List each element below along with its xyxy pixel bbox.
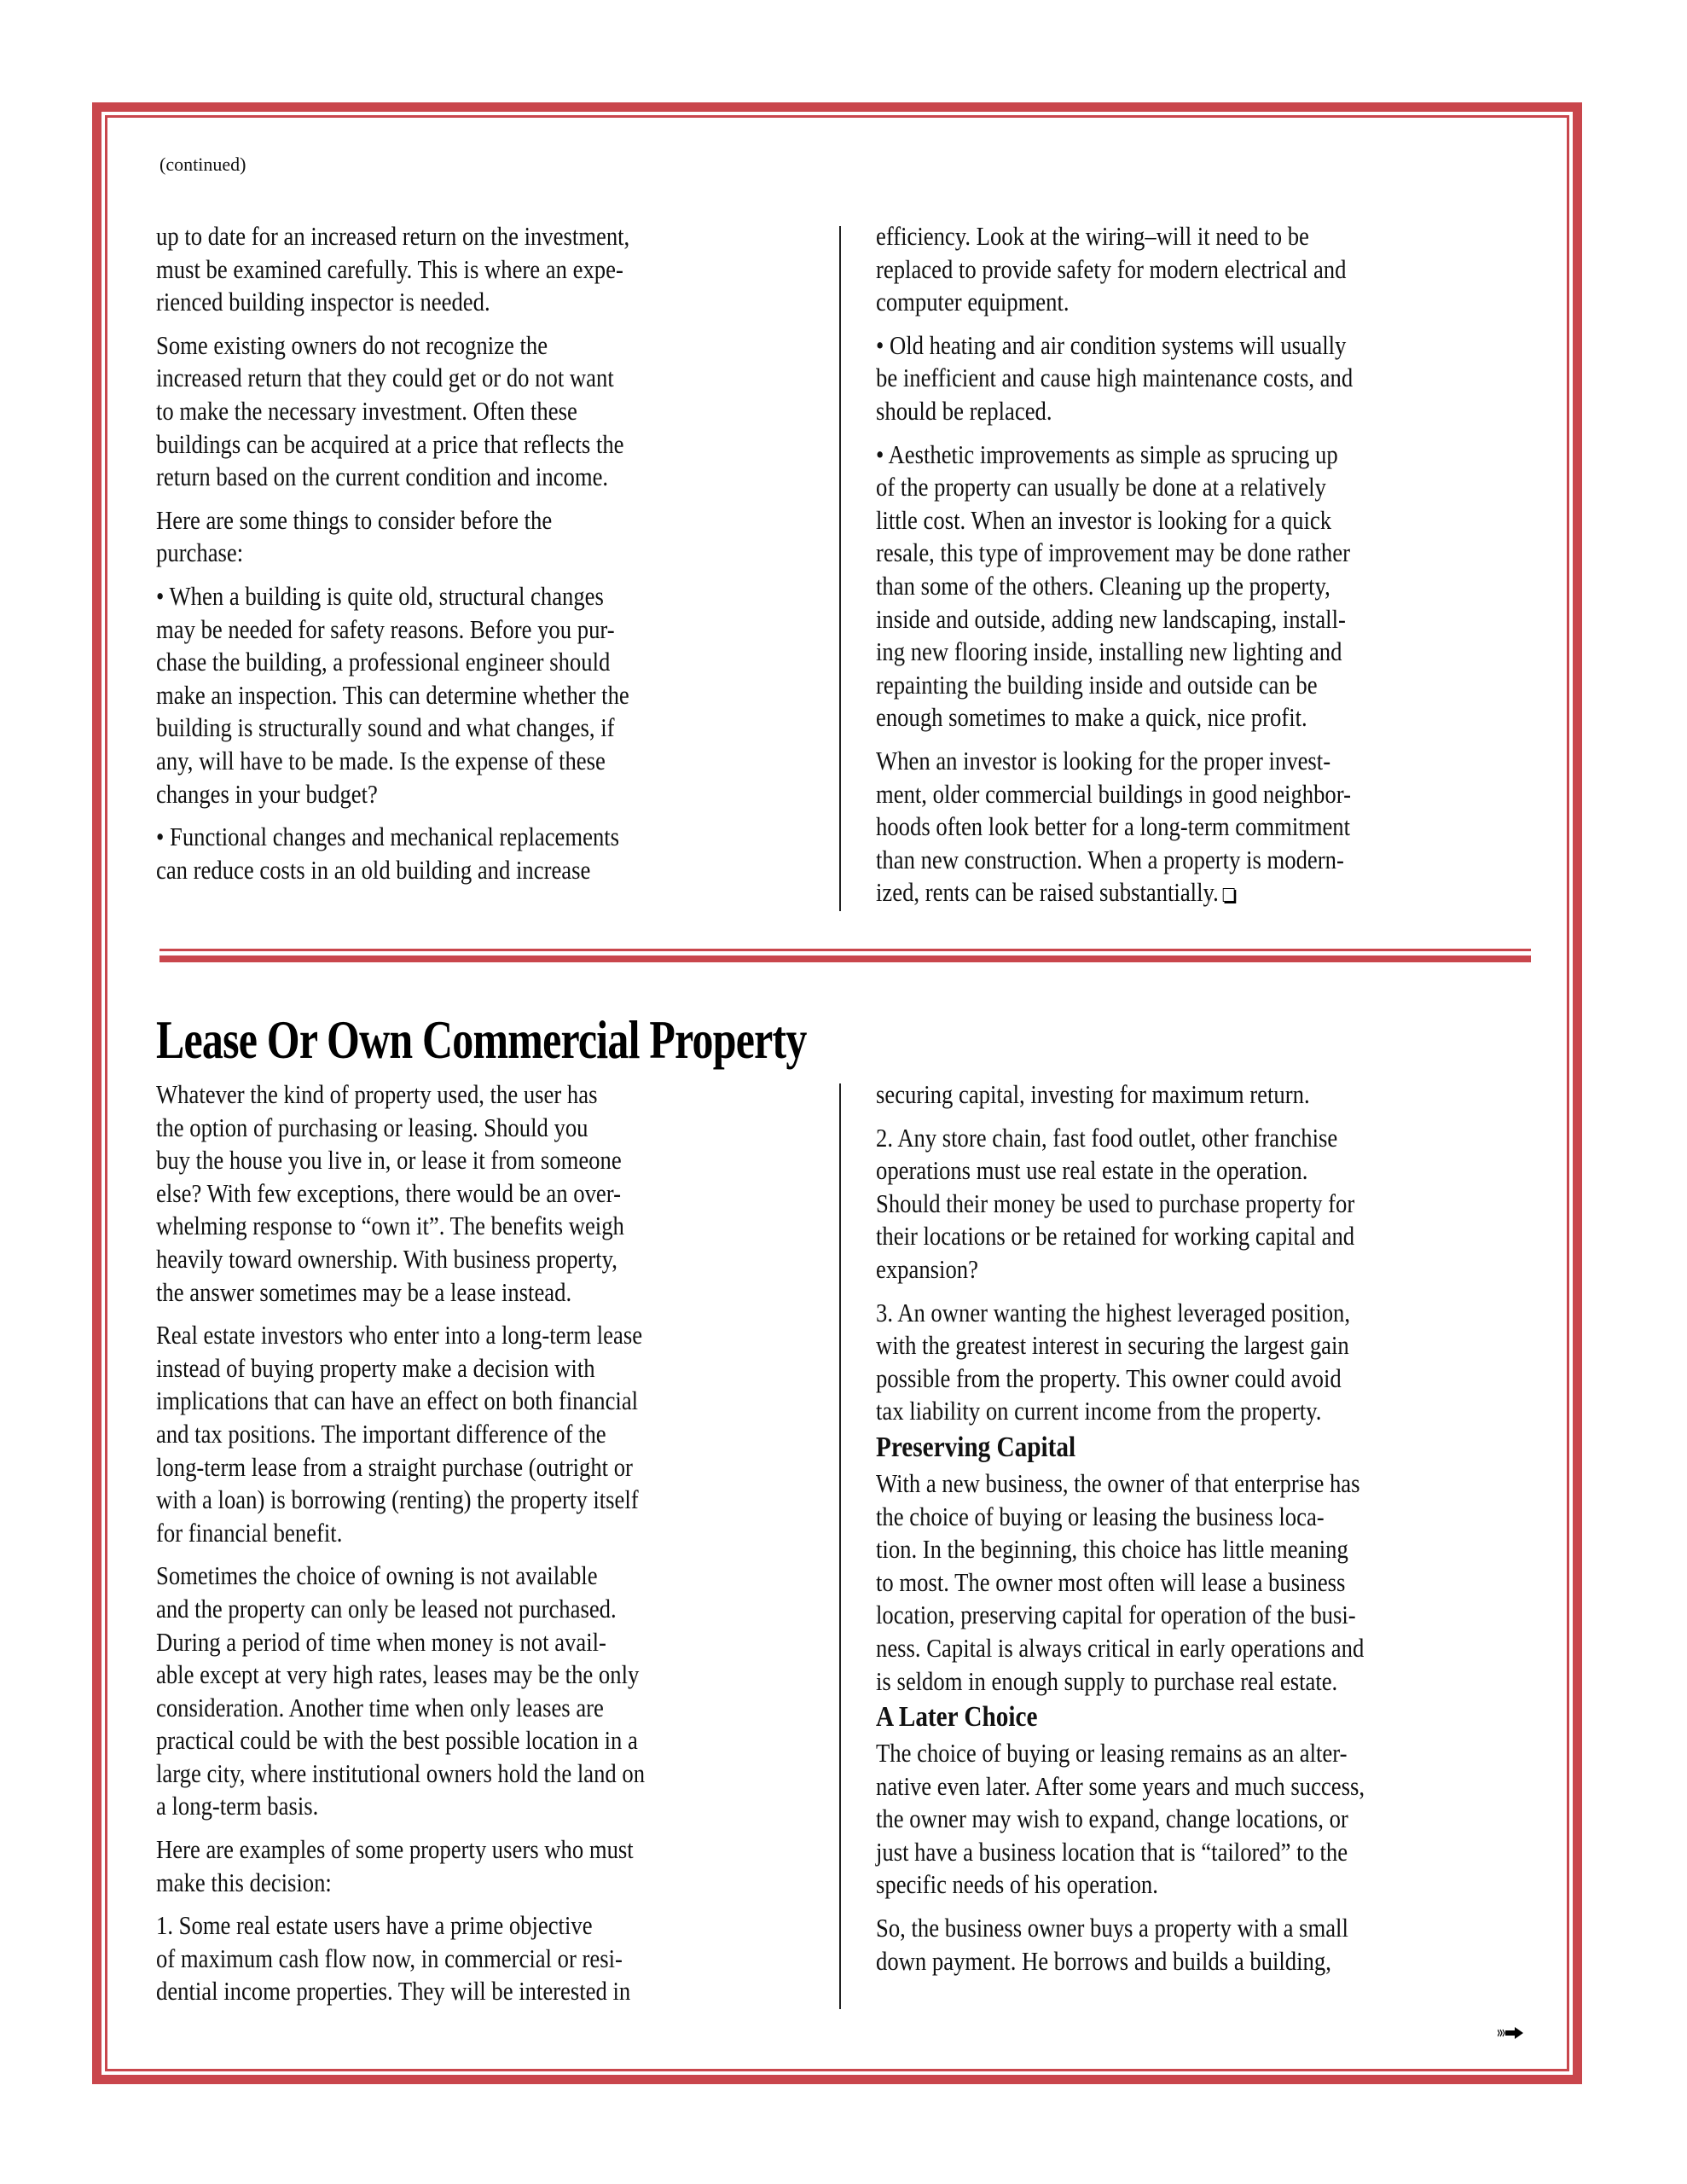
text-line: the answer sometimes may be a lease instead. (156, 1276, 572, 1307)
text-line: return based on the current condition and income. (156, 462, 609, 492)
text-line: down payment. He borrows and builds a building, (876, 1945, 1331, 1976)
paragraph-gap (876, 1902, 1365, 1912)
text-line: the option of purchasing or leasing. Should you (156, 1112, 588, 1142)
text-line: increased return that they could get or do not want (156, 363, 614, 393)
section-divider-thin (159, 949, 1531, 951)
text-line: consideration. Another time when only leases are (156, 1692, 604, 1722)
text-line: than some of the others. Cleaning up the property, (876, 570, 1330, 601)
text-line: chase the building, a professional engineer should (156, 647, 611, 677)
text-line: expansion? (876, 1253, 978, 1284)
paragraph-gap (156, 1899, 645, 1909)
text-line: repainting the building inside and outside can be (876, 669, 1318, 700)
top-right-column (876, 220, 1353, 909)
paragraph-gap (156, 810, 629, 821)
article-left-column (156, 1078, 645, 2008)
text-line: Should their money be used to purchase property for (876, 1188, 1355, 1218)
text-line: and tax positions. The important difference of the (156, 1418, 606, 1449)
paragraph-gap (156, 319, 629, 329)
top-left-column (156, 220, 629, 886)
text-line: instead of buying property make a decision with (156, 1352, 595, 1383)
paragraph-gap (156, 1823, 645, 1833)
text-line: a long-term basis. (156, 1791, 319, 1821)
text-line: of maximum cash flow now, in commercial or resi- (156, 1943, 623, 1973)
text-line: Real estate investors who enter into a long-term lease (156, 1320, 643, 1350)
text-line: make an inspection. This can determine whether the (156, 679, 629, 710)
text-line: with a loan) is borrowing (renting) the property itself (156, 1484, 639, 1515)
text-line: make this decision: (156, 1867, 332, 1897)
text-line: than new construction. When a property is modern- (876, 844, 1344, 874)
text-line: • When a building is quite old, structural changes (156, 580, 604, 611)
text-line: ness. Capital is always critical in early operations and (876, 1632, 1365, 1663)
paragraph-gap (876, 319, 1353, 329)
text-line: purchase: (156, 537, 244, 568)
text-line: whelming response to “own it”. The benefits weigh (156, 1211, 624, 1241)
text-line: inside and outside, adding new landscaping, install- (876, 603, 1346, 634)
text-line: 3. An owner wanting the highest leveraged position, (876, 1297, 1351, 1327)
text-line: to most. The owner most often will lease a business (876, 1566, 1346, 1597)
text-line: specific needs of his operation. (876, 1869, 1158, 1900)
text-line: resale, this type of improvement may be done rather (876, 537, 1350, 568)
text-line: must be examined carefully. This is where an expe- (156, 253, 623, 284)
text-line: Some existing owners do not recognize the (156, 329, 548, 360)
column-divider-top (839, 226, 841, 911)
text-line: native even later. After some years and much success, (876, 1770, 1365, 1801)
text-line: practical could be with the best possible location in a (156, 1725, 638, 1756)
text-line: little cost. When an investor is looking for a quick (876, 504, 1332, 535)
column-divider-article (839, 1083, 841, 2009)
text-line: With a new business, the owner of that enterprise has (876, 1467, 1360, 1498)
text-line: 2. Any store chain, fast food outlet, other franchise (876, 1122, 1338, 1153)
text-line: to make the necessary investment. Often these (156, 395, 577, 426)
text-line: Here are examples of some property users who must (156, 1834, 634, 1865)
end-mark-icon (1223, 888, 1235, 902)
text-line: of the property can usually be done at a relatively (876, 472, 1326, 502)
text-line: Here are some things to consider before the (156, 504, 553, 535)
text-line: up to date for an increased return on the investment, (156, 221, 630, 251)
subheading: A Later Choice (876, 1701, 1038, 1734)
text-line: location, preserving capital for operation of the busi- (876, 1600, 1356, 1630)
text-line: heavily toward ownership. With business property, (156, 1243, 617, 1274)
text-line: ment, older commercial buildings in good neighbor- (876, 778, 1351, 809)
paragraph-gap (876, 1112, 1365, 1122)
text-line: tion. In the beginning, this choice has little meaning (876, 1534, 1348, 1565)
article-title: Lease Or Own Commercial Property (156, 1009, 807, 1070)
paragraph-gap (876, 428, 1353, 439)
text-line: Whatever the kind of property used, the user has (156, 1079, 598, 1109)
paragraph-gap (156, 494, 629, 504)
text-line: • Functional changes and mechanical replacements (156, 822, 620, 852)
text-line: able except at very high rates, leases may be the only (156, 1659, 640, 1690)
text-line: ized, rents can be raised substantially. (876, 876, 1353, 909)
text-line: the choice of buying or leasing the business loca- (876, 1501, 1325, 1531)
text-line: rienced building inspector is needed. (156, 287, 490, 317)
text-line: The choice of buying or leasing remains as an alter- (876, 1738, 1348, 1769)
text-line: dential income properties. They will be interested in (156, 1976, 631, 2007)
text-line: their locations or be retained for working capital and (876, 1221, 1355, 1252)
text-line: When an investor is looking for the proper invest- (876, 745, 1331, 775)
paragraph-gap (156, 1309, 645, 1319)
text-line: changes in your budget? (156, 778, 378, 809)
text-line: large city, where institutional owners hold the land on (156, 1757, 646, 1788)
article-right-column (876, 1078, 1365, 1978)
text-line: any, will have to be made. Is the expense of these (156, 745, 606, 775)
text-line: with the greatest interest in securing the largest gain (876, 1330, 1349, 1361)
text-line: can reduce costs in an old building and increase (156, 854, 591, 885)
section-divider-thick (159, 956, 1531, 962)
text-line: enough sometimes to make a quick, nice profit. (876, 702, 1307, 733)
text-line: is seldom in enough supply to purchase real estate. (876, 1665, 1338, 1696)
text-line: building is structurally sound and what changes, if (156, 712, 615, 743)
text-line: may be needed for safety reasons. Before you pur- (156, 613, 615, 644)
text-line: and the property can only be leased not purchased. (156, 1593, 617, 1623)
paragraph-gap (156, 1549, 645, 1560)
subheading: Preserving Capital (876, 1431, 1076, 1463)
text-line: operations must use real estate in the operation. (876, 1155, 1308, 1186)
text-line: possible from the property. This owner could avoid (876, 1362, 1342, 1393)
text-line: else? With few exceptions, there would be an over- (156, 1177, 621, 1208)
paragraph-gap (876, 735, 1353, 745)
paragraph-gap (876, 1287, 1365, 1297)
text-line: be inefficient and cause high maintenance costs, and (876, 363, 1354, 393)
text-line: implications that can have an effect on both financial (156, 1385, 639, 1416)
text-line: tax liability on current income from the property. (876, 1396, 1322, 1426)
text-line: just have a business location that is “tailored” to the (876, 1836, 1348, 1867)
text-line: hoods often look better for a long-term commitment (876, 811, 1351, 842)
text-line: During a period of time when money is not avail- (156, 1626, 606, 1657)
text-line: • Old heating and air condition systems will usually (876, 329, 1347, 360)
text-line: • Aesthetic improvements as simple as sprucing up (876, 439, 1338, 469)
text-line: securing capital, investing for maximum return. (876, 1079, 1310, 1109)
text-line: 1. Some real estate users have a prime objective (156, 1910, 593, 1941)
paragraph-gap (156, 570, 629, 580)
text-line: the owner may wish to expand, change locations, or (876, 1804, 1348, 1834)
continued-label: (continued) (159, 154, 246, 175)
text-line: So, the business owner buys a property with a small (876, 1913, 1348, 1943)
text-line: Sometimes the choice of owning is not available (156, 1560, 598, 1591)
text-line: ing new flooring inside, installing new lighting and (876, 636, 1342, 667)
arrow-right-icon (1498, 2026, 1523, 2040)
text-line: efficiency. Look at the wiring–will it need to be (876, 221, 1309, 251)
text-line: replaced to provide safety for modern electrical and (876, 253, 1347, 284)
text-line: long-term lease from a straight purchase (outright or (156, 1451, 633, 1482)
text-line: for financial benefit. (156, 1517, 343, 1548)
text-line: should be replaced. (876, 395, 1052, 426)
text-line: buildings can be acquired at a price that reflects the (156, 428, 624, 459)
text-line: buy the house you live in, or lease it from someone (156, 1145, 622, 1176)
text-line: computer equipment. (876, 287, 1070, 317)
